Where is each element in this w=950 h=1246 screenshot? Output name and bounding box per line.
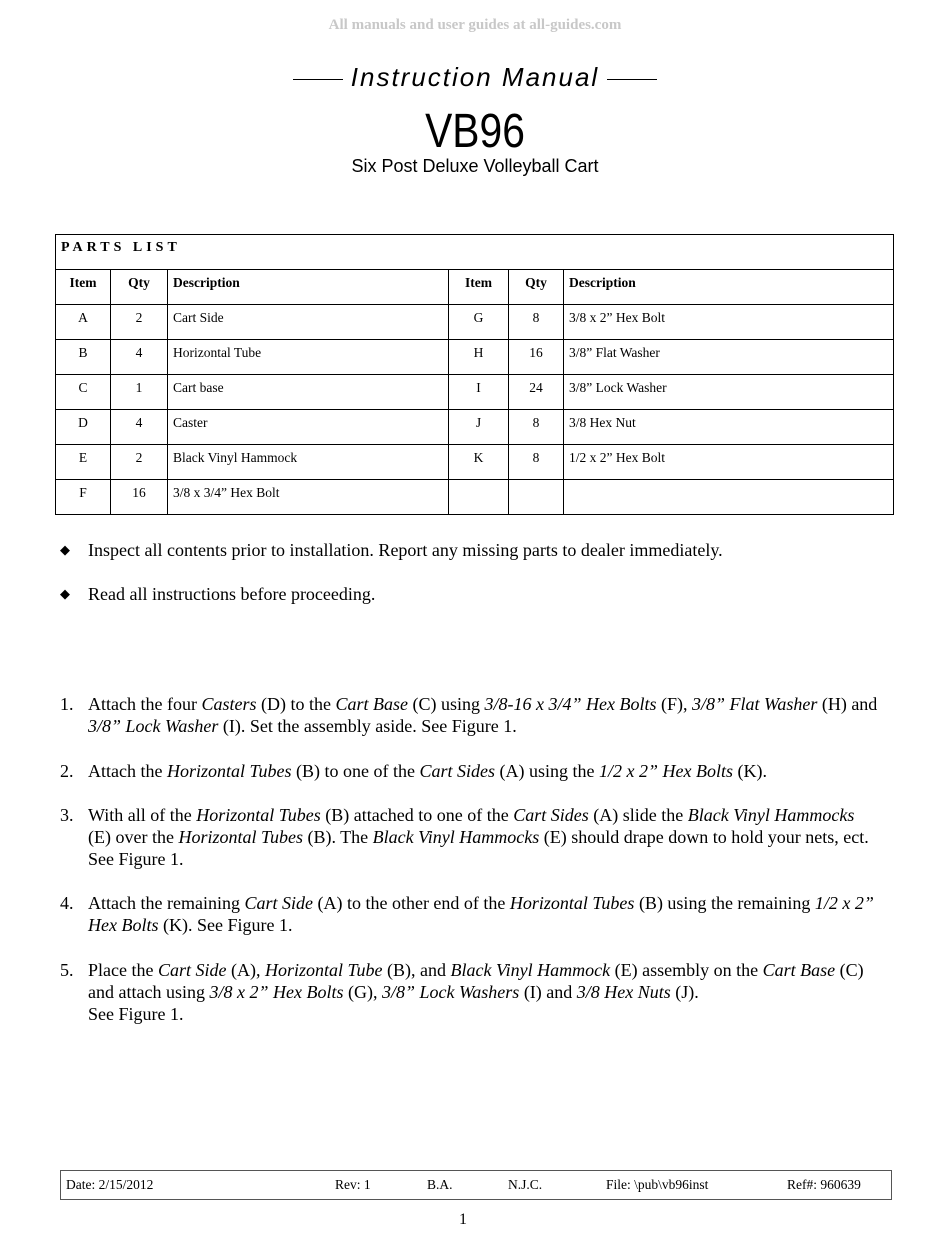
title-rule-right: [607, 79, 657, 80]
column-header: Description: [168, 270, 449, 305]
step-number: 2.: [60, 761, 74, 781]
part-reference: 1/2 x 2” Hex Bolts: [88, 893, 874, 935]
description-cell: 3/8” Flat Washer: [564, 340, 894, 375]
part-reference: Black Vinyl Hammock: [450, 960, 611, 980]
part-reference: Cart Side: [244, 893, 313, 913]
step-text-segment: (C) using: [407, 694, 485, 714]
part-reference: 3/8” Lock Washers: [381, 982, 520, 1002]
footer-date: Date: 2/15/2012: [66, 1177, 154, 1192]
item-cell: D: [56, 410, 111, 445]
part-reference: 3/8” Lock Washer: [88, 716, 219, 736]
footer-author-2: N.J.C.: [508, 1177, 543, 1192]
step-text-segment: (B) attached to one of the: [320, 805, 514, 825]
description-cell: 3/8” Lock Washer: [564, 375, 894, 410]
table-row: [56, 480, 894, 515]
table-row: [56, 410, 894, 445]
item-cell: C: [56, 375, 111, 410]
item-cell: F: [56, 480, 111, 515]
step-text-segment: (B) to one of the: [291, 761, 420, 781]
column-header: Qty: [509, 270, 564, 305]
step-text-segment: (B), and: [382, 960, 451, 980]
parts-list-caption: PARTS LIST: [56, 235, 894, 270]
step-text-segment: Place the: [88, 960, 158, 980]
column-header: Description: [564, 270, 894, 305]
step-number: 4.: [60, 893, 74, 913]
part-reference: Cart Side: [157, 960, 227, 980]
step-text-segment: With all of the: [88, 805, 197, 825]
document-title: [0, 62, 950, 93]
item-cell: K: [449, 445, 509, 480]
item-cell: J: [449, 410, 509, 445]
part-reference: Horizontal Tubes: [196, 805, 321, 825]
table-row: [56, 305, 894, 340]
diamond-bullet-icon: ◆: [60, 586, 70, 601]
qty-cell: 2: [111, 305, 168, 340]
part-reference: Horizontal Tubes: [509, 893, 635, 913]
part-reference: Horizontal Tubes: [166, 761, 292, 781]
title-text: Instruction Manual: [350, 62, 600, 92]
part-reference: 3/8 x 2” Hex Bolts: [209, 982, 344, 1002]
step-number: 5.: [60, 960, 74, 980]
part-reference: Cart Base: [335, 694, 408, 714]
part-reference: 1/2 x 2” Hex Bolts: [598, 761, 733, 781]
step-text-segment: (B) using the remaining: [634, 893, 815, 913]
instruction-step: [60, 804, 880, 870]
step-number: 3.: [60, 805, 74, 825]
table-row: [56, 375, 894, 410]
part-reference: 3/8-16 x 3/4” Hex Bolts: [484, 694, 657, 714]
step-text: [88, 760, 880, 782]
step-text-segment: (K).: [732, 761, 767, 781]
description-cell: 1/2 x 2” Hex Bolt: [564, 445, 894, 480]
diamond-bullet-icon: ◆: [60, 542, 70, 557]
step-text-segment: Attach the remaining: [88, 893, 245, 913]
item-cell: E: [56, 445, 111, 480]
step-text-segment: (H) and: [817, 694, 878, 714]
part-reference: 3/8” Flat Washer: [691, 694, 818, 714]
item-cell: I: [449, 375, 509, 410]
column-header: Item: [449, 270, 509, 305]
part-reference: Horizontal Tube: [265, 960, 383, 980]
step-text-segment: (F),: [656, 694, 692, 714]
table-row: [56, 445, 894, 480]
step-text-segment: (B). The: [303, 827, 373, 847]
step-text: [88, 804, 880, 870]
instruction-step: [60, 760, 880, 782]
instruction-step: [60, 892, 880, 936]
qty-cell: 8: [509, 410, 564, 445]
step-text-segment: (G),: [343, 982, 382, 1002]
description-cell: Cart Side: [168, 305, 449, 340]
item-cell: H: [449, 340, 509, 375]
part-reference: Horizontal Tubes: [178, 827, 303, 847]
description-cell: Cart base: [168, 375, 449, 410]
description-cell: Horizontal Tube: [168, 340, 449, 375]
qty-cell: 16: [111, 480, 168, 515]
qty-cell: 4: [111, 340, 168, 375]
qty-cell: [509, 480, 564, 515]
step-text: [88, 959, 880, 1025]
step-text-segment: (A) using the: [495, 761, 599, 781]
qty-cell: 4: [111, 410, 168, 445]
item-cell: G: [449, 305, 509, 340]
part-reference: Cart Sides: [513, 805, 589, 825]
item-cell: A: [56, 305, 111, 340]
step-number: 1.: [60, 694, 74, 714]
step-text-segment: (I). Set the assembly aside. See Figure 1.: [218, 716, 517, 736]
note-text: Read all instructions before proceeding.: [88, 584, 376, 604]
step-text-segment: (K). See Figure 1.: [158, 915, 293, 935]
qty-cell: 8: [509, 445, 564, 480]
description-cell: Black Vinyl Hammock: [168, 445, 449, 480]
footer-file: File: \pub\vb96inst: [606, 1177, 709, 1192]
instruction-step: [60, 693, 880, 737]
step-text-segment: (I) and: [519, 982, 577, 1002]
description-cell: [564, 480, 894, 515]
step-text-segment: (C) and attach using: [88, 960, 864, 1002]
step-text-segment: Attach the four: [88, 694, 202, 714]
qty-cell: 8: [509, 305, 564, 340]
item-cell: [449, 480, 509, 515]
model-number: VB96: [425, 105, 525, 158]
watermark-text: All manuals and user guides at all-guides.com: [328, 17, 622, 33]
table-row: [56, 340, 894, 375]
description-cell: Caster: [168, 410, 449, 445]
parts-list-table: [55, 234, 894, 515]
step-text: [88, 892, 880, 936]
step-text-segment: (E) over the: [88, 827, 179, 847]
description-cell: 3/8 x 2” Hex Bolt: [564, 305, 894, 340]
step-text-segment: (A),: [226, 960, 265, 980]
step-text-segment: (D) to the: [256, 694, 336, 714]
step-text-segment: (J).: [670, 982, 699, 1002]
part-reference: 3/8 Hex Nuts: [576, 982, 671, 1002]
step-text-segment: (E) assembly on the: [610, 960, 763, 980]
description-cell: 3/8 Hex Nut: [564, 410, 894, 445]
product-subtitle: Six Post Deluxe Volleyball Cart: [351, 156, 599, 176]
qty-cell: 2: [111, 445, 168, 480]
page-number: 1: [459, 1211, 467, 1228]
qty-cell: 16: [509, 340, 564, 375]
part-reference: Cart Base: [762, 960, 836, 980]
qty-cell: 24: [509, 375, 564, 410]
item-cell: B: [56, 340, 111, 375]
description-cell: 3/8 x 3/4” Hex Bolt: [168, 480, 449, 515]
step-text-segment: Attach the: [88, 761, 167, 781]
part-reference: Casters: [201, 694, 257, 714]
table-header-row: [56, 270, 894, 305]
qty-cell: 1: [111, 375, 168, 410]
part-reference: Cart Sides: [419, 761, 495, 781]
column-header: Qty: [111, 270, 168, 305]
step-text-segment: (A) to the other end of the: [312, 893, 510, 913]
instruction-step: [60, 959, 880, 1025]
footer-ref: Ref#: 960639: [787, 1177, 861, 1192]
step-text: [88, 693, 880, 737]
title-rule-left: [293, 79, 343, 80]
footer-revision: Rev: 1: [335, 1177, 371, 1192]
document-footer: [60, 1170, 892, 1200]
step-text-segment: See Figure 1.: [88, 1004, 184, 1024]
column-header: Item: [56, 270, 111, 305]
step-text-segment: (E) should drape down to hold your nets, ect. See Figure 1.: [88, 827, 869, 869]
note-text: Inspect all contents prior to installation. Report any missing parts to dealer immediately.: [88, 540, 723, 560]
footer-author-1: B.A.: [427, 1177, 453, 1192]
step-text-segment: (A) slide the: [588, 805, 688, 825]
part-reference: Black Vinyl Hammocks: [372, 827, 540, 847]
part-reference: Black Vinyl Hammocks: [687, 805, 855, 825]
